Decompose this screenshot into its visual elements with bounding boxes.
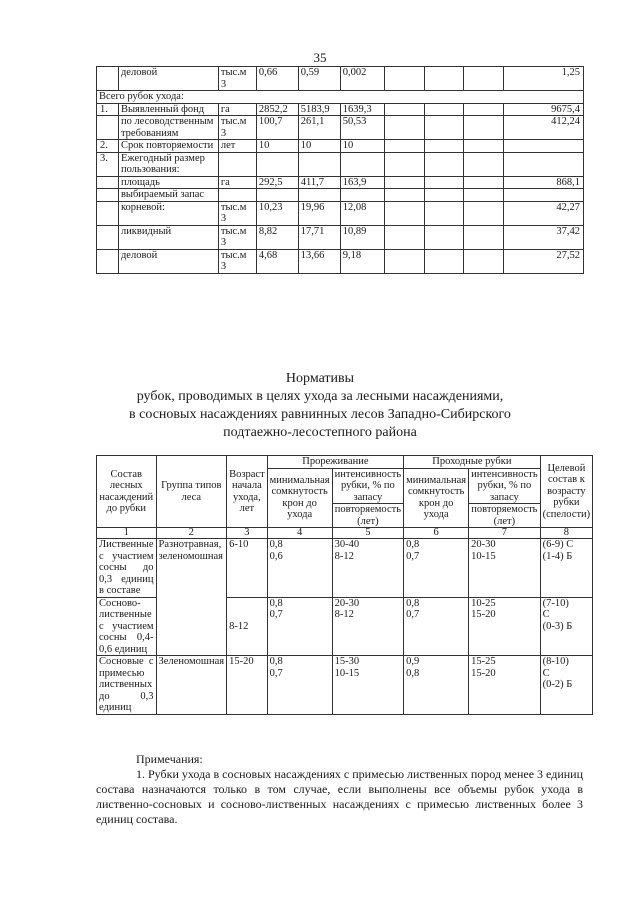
empty-cell [464,67,504,91]
column-number: 6 [404,528,469,539]
empty-cell [424,116,464,140]
total-cell: 1,25 [504,67,584,91]
top-table [96,66,584,274]
unit-cell: тыс.м 3 [218,116,256,140]
min-density-thinning-cell: 0,8 0,6 [267,539,332,598]
row-number: 1. [97,103,119,116]
empty-cell [384,67,424,91]
unit-cell: тыс.м 3 [218,225,256,249]
row-number: 3. [97,152,119,176]
page-number: 35 [313,50,327,65]
normatives-subtitle-1: рубок, проводимых в целях ухода за лесными насаждениями, [136,389,504,404]
header-composition: Состав лесных насаждений до рубки [97,456,157,528]
value-cell: 292,5 [256,176,298,189]
intensity-passage-cell: 20-30 10-15 [469,539,541,598]
row-number: 2. [97,140,119,153]
row-number [97,225,119,249]
value-cell: 50,53 [340,116,384,140]
empty-cell [464,116,504,140]
unit-cell: га [218,176,256,189]
min-density-passage-cell: 0,8 0,7 [404,539,469,598]
value-cell: 0,66 [256,67,298,91]
target-composition-cell: (8-10) С (0-2) Б [540,656,593,715]
empty-cell [424,67,464,91]
age-cell: 15-20 [227,656,268,715]
empty-cell [384,103,424,116]
unit-cell: тыс.м 3 [218,67,256,91]
column-number: 5 [332,528,404,539]
top-table-row [97,189,584,202]
total-cell: 42,27 [504,201,584,225]
row-label: Выявленный фонд [118,103,218,116]
unit-cell [218,189,256,202]
top-table-row [97,103,584,116]
top-table-row [97,225,584,249]
column-number: 2 [156,528,227,539]
row-label: выбираемый запас [118,189,218,202]
intensity-passage-cell: 15-25 15-20 [469,656,541,715]
header-passage: Проходные рубки [404,456,540,469]
empty-cell [384,140,424,153]
row-number [97,176,119,189]
value-cell: 10,23 [256,201,298,225]
empty-cell [384,116,424,140]
value-cell: 5183,9 [298,103,340,116]
row-number [97,201,119,225]
target-composition-cell: (7-10) С (0-3) Б [540,597,593,656]
top-table-row [97,249,584,273]
intensity-thinning-cell: 15-30 10-15 [332,656,404,715]
empty-cell [464,152,504,176]
value-cell [298,152,340,176]
total-cell [504,189,584,202]
normatives-subtitle-2: в сосновых насаждениях равнинных лесов Западно-Сибирского [129,407,511,422]
row-label: деловой [118,249,218,273]
header-intensity-passage: интенсивность рубки, % по запасу [469,468,541,504]
header-repeat-passage: повторяемость (лет) [469,504,541,528]
value-cell: 9,18 [340,249,384,273]
header-min-density-thinning: минимальная сомкнутость крон до ухода [267,468,332,528]
column-number: 1 [97,528,157,539]
value-cell: 0,59 [298,67,340,91]
empty-cell [424,140,464,153]
unit-cell: га [218,103,256,116]
header-thinning: Прореживание [267,456,403,469]
unit-cell [218,152,256,176]
total-cell: 9675,4 [504,103,584,116]
header-repeat-thinning: повторяемость (лет) [332,504,404,528]
normatives-title: Нормативы [285,371,355,386]
section-label: Всего рубок ухода: [97,91,584,104]
min-density-thinning-cell: 0,8 0,7 [267,597,332,656]
row-number [97,116,119,140]
value-cell: 19,96 [298,201,340,225]
value-cell: 10 [340,140,384,153]
row-label: корневой: [118,201,218,225]
header-age: Возраст начала ухода, лет [227,456,268,528]
unit-cell: тыс.м 3 [218,249,256,273]
note-1: 1. Рубки ухода в сосновых насаждениях с примесью лиственных пород менее 3 единиц состава назначаются только в том случае, если выполнены все объемы рубок ухода в лиственно-сосновых и сосново-лиственных насаждениях с примесью лиственных более 3 единиц состава. [96,767,583,826]
empty-cell [384,189,424,202]
column-number: 8 [540,528,593,539]
min-density-passage-cell: 0,8 0,7 [404,597,469,656]
empty-cell [424,176,464,189]
empty-cell [424,201,464,225]
value-cell: 1639,3 [340,103,384,116]
column-number: 4 [267,528,332,539]
header-target: Целевой состав к возрасту рубки (спелости) [540,456,593,528]
top-table-row [97,116,584,140]
unit-cell: тыс.м 3 [218,201,256,225]
value-cell: 17,71 [298,225,340,249]
intensity-thinning-cell: 20-30 8-12 [332,597,404,656]
min-density-passage-cell: 0,9 0,8 [404,656,469,715]
empty-cell [464,201,504,225]
row-label: ликвидный [118,225,218,249]
value-cell [256,189,298,202]
value-cell: 411,7 [298,176,340,189]
value-cell: 261,1 [298,116,340,140]
value-cell: 2852,2 [256,103,298,116]
header-min-density-passage: минимальная сомкнутость крон до ухода [404,468,469,528]
value-cell: 12,08 [340,201,384,225]
composition-cell: Сосново-лиственные с участием сосны 0,4-0,6 единиц [97,597,157,656]
empty-cell [384,176,424,189]
row-label: деловой [118,67,218,91]
composition-cell: Лиственные с участием сосны до 0,3 единиц в составе [97,539,157,598]
age-cell: 8-12 [227,597,268,656]
empty-cell [424,152,464,176]
normatives-table [96,455,593,715]
row-label: по лесоводственным требованиям [118,116,218,140]
min-density-thinning-cell: 0,8 0,7 [267,656,332,715]
top-table-row [97,140,584,153]
intensity-thinning-cell: 30-40 8-12 [332,539,404,598]
empty-cell [384,201,424,225]
value-cell: 8,82 [256,225,298,249]
total-cell: 27,52 [504,249,584,273]
value-cell: 100,7 [256,116,298,140]
column-number: 3 [227,528,268,539]
value-cell: 4,68 [256,249,298,273]
top-table-row [97,67,584,91]
row-label: площадь [118,176,218,189]
empty-cell [424,189,464,202]
normatives-row [97,656,593,715]
value-cell [256,152,298,176]
empty-cell [464,189,504,202]
empty-cell [424,249,464,273]
value-cell: 163,9 [340,176,384,189]
empty-cell [384,152,424,176]
value-cell [298,189,340,202]
empty-cell [424,225,464,249]
total-cell: 868,1 [504,176,584,189]
top-table-row [97,152,584,176]
value-cell: 10 [256,140,298,153]
age-cell: 6-10 [227,539,268,598]
notes-title: Примечания: [136,752,203,766]
column-number: 7 [469,528,541,539]
value-cell: 13,66 [298,249,340,273]
value-cell [340,189,384,202]
total-cell [504,140,584,153]
top-table-row [97,201,584,225]
normatives-row [97,539,593,598]
unit-cell: лет [218,140,256,153]
target-composition-cell: (6-9) С (1-4) Б [540,539,593,598]
intensity-passage-cell: 10-25 15-20 [469,597,541,656]
empty-cell [424,103,464,116]
empty-cell [464,103,504,116]
forest-type-cell: Зеленомошная [156,656,227,715]
header-intensity-thinning: интенсивность рубки, % по запасу [332,468,404,504]
empty-cell [464,225,504,249]
total-cell: 412,24 [504,116,584,140]
empty-cell [464,140,504,153]
header-group: Группа типов леса [156,456,227,528]
row-number [97,249,119,273]
row-number [97,67,119,91]
value-cell: 10 [298,140,340,153]
row-label: Ежегодный размер пользования: [118,152,218,176]
value-cell [340,152,384,176]
composition-cell: Сосновые с примесью лиственных до 0,3 единиц [97,656,157,715]
top-table-row [97,91,584,104]
empty-cell [384,225,424,249]
forest-type-cell: Разнотравная, зеленомошная [156,539,227,656]
row-number [97,189,119,202]
empty-cell [464,249,504,273]
total-cell: 37,42 [504,225,584,249]
value-cell: 0,002 [340,67,384,91]
value-cell: 10,89 [340,225,384,249]
top-table-row [97,176,584,189]
empty-cell [464,176,504,189]
total-cell [504,152,584,176]
empty-cell [384,249,424,273]
normatives-subtitle-3: подтаежно-лесостепного района [223,425,417,440]
notes [96,752,583,827]
row-label: Срок повторяемости [118,140,218,153]
